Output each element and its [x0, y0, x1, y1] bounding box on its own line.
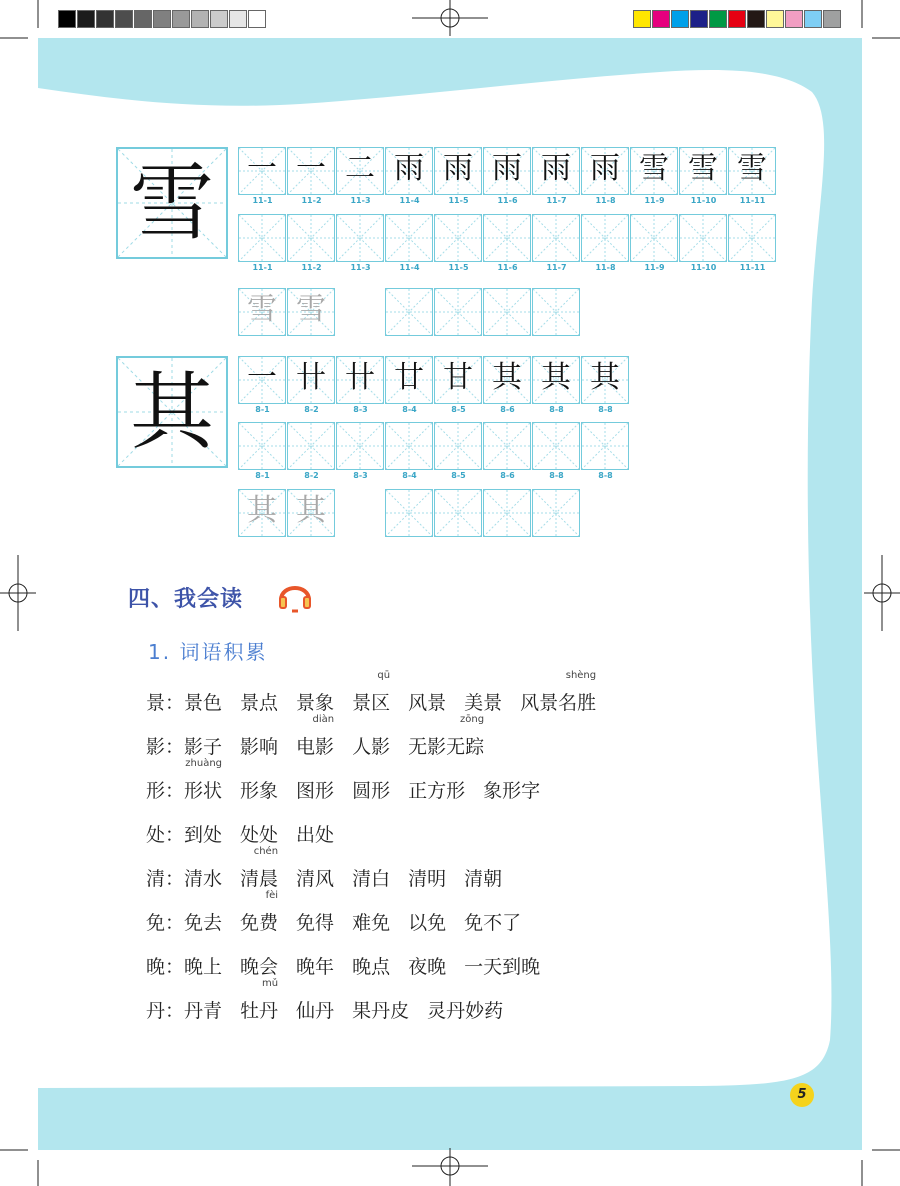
- cell-character: 其: [541, 360, 571, 395]
- stroke-step-label: 11-10: [690, 196, 717, 205]
- vocab-word: [240, 978, 279, 1023]
- practice-cell: [385, 422, 433, 470]
- stroke-cell: [336, 356, 384, 404]
- vocab-word: [464, 688, 502, 715]
- vocab-word: [520, 670, 597, 715]
- stroke-cell: [728, 147, 776, 195]
- vocab-word: [408, 776, 465, 803]
- color-swatch: [58, 10, 76, 28]
- vocab-word-text: 影子: [184, 736, 223, 758]
- trace-row-1: [238, 288, 336, 336]
- stroke-step-label: 8-3: [353, 405, 368, 414]
- vocab-line: [146, 890, 539, 938]
- cell-character: 雪: [688, 151, 718, 186]
- vocab-word: [240, 952, 278, 979]
- vocab-word: [184, 820, 222, 847]
- stroke-cell: [287, 288, 335, 336]
- practice-cell: [728, 214, 776, 262]
- vocab-line: [146, 758, 558, 806]
- cell-character: 一: [247, 360, 277, 395]
- color-swatch: [210, 10, 228, 28]
- vocab-word-text: 风景名胜: [520, 692, 597, 714]
- stroke-step-label: 11-10: [690, 263, 717, 272]
- vocab-word-text: 影响: [240, 736, 279, 758]
- pinyin-annotation: zhuàng: [185, 758, 223, 769]
- vocab-word: [184, 688, 222, 715]
- vocab-word-text: 电影: [296, 736, 335, 758]
- stroke-step-label: 8-8: [549, 405, 564, 414]
- stroke-cell: [385, 147, 433, 195]
- vocab-head-character: 晚：: [146, 956, 185, 978]
- vocab-word-text: 牡丹: [240, 1000, 279, 1022]
- vocab-word: [240, 846, 279, 891]
- practice-cell: [532, 214, 580, 262]
- stroke-step-label: 8-2: [304, 471, 319, 480]
- stroke-step-label: 11-4: [399, 196, 420, 205]
- vocab-word: [184, 908, 222, 935]
- vocab-word-text: 人影: [352, 736, 391, 758]
- color-swatch: [172, 10, 190, 28]
- cell-character: ⾬: [590, 151, 620, 186]
- stroke-labels-row-4: [238, 471, 630, 480]
- stroke-step-label: 8-4: [402, 405, 417, 414]
- vocab-word: [408, 908, 446, 935]
- vocab-word: [483, 776, 540, 803]
- model-character: 雪: [129, 154, 214, 252]
- practice-cell: [287, 214, 335, 262]
- stroke-step-label: 11-8: [595, 263, 616, 272]
- color-swatch: [804, 10, 822, 28]
- vocab-word: [464, 952, 540, 979]
- stroke-step-label: 11-1: [252, 263, 273, 272]
- color-swatch: [248, 10, 266, 28]
- free-practice-row-2: [385, 489, 581, 537]
- color-swatch: [96, 10, 114, 28]
- stroke-cell: [336, 147, 384, 195]
- vocab-word-text: 清水: [184, 868, 223, 890]
- stroke-step-label: 11-9: [644, 263, 665, 272]
- vocab-word: [240, 776, 278, 803]
- stroke-cell: [483, 147, 531, 195]
- trace-row-2: [238, 489, 336, 537]
- cell-character: 甘: [443, 360, 473, 395]
- stroke-step-label: 11-3: [350, 263, 371, 272]
- vocab-word: [464, 908, 521, 935]
- stroke-step-label: 8-8: [549, 471, 564, 480]
- stroke-cell: [287, 356, 335, 404]
- vocab-word: [296, 952, 334, 979]
- stroke-cell: [385, 356, 433, 404]
- vocab-word: [352, 670, 391, 715]
- pinyin-annotation: mǔ: [261, 978, 279, 989]
- stroke-step-label: 8-4: [402, 471, 417, 480]
- cell-character: 雪: [296, 292, 326, 327]
- cell-character: 廿: [394, 360, 424, 395]
- cell-character: ⾬: [443, 151, 473, 186]
- vocab-word-text: 夜晚: [408, 956, 447, 978]
- vocab-word-text: 无影无踪: [408, 736, 485, 758]
- stroke-step-label: 8-8: [598, 471, 613, 480]
- vocab-line: [146, 978, 521, 1026]
- vocab-word-text: 圆形: [352, 780, 391, 802]
- color-swatch: [766, 10, 784, 28]
- vocab-word: [408, 952, 446, 979]
- vocab-word-text: 晚年: [296, 956, 335, 978]
- cell-character: ⼀: [247, 151, 277, 186]
- stroke-cell: [238, 147, 286, 195]
- color-swatch: [134, 10, 152, 28]
- vocab-word-text: 风景: [408, 692, 447, 714]
- vocab-head-character: 影：: [146, 736, 185, 758]
- vocab-line: [146, 670, 614, 718]
- vocab-word: [184, 758, 223, 803]
- stroke-step-label: 8-1: [255, 405, 270, 414]
- subsection-title: 1. 词语积累: [148, 640, 268, 664]
- vocab-line: [146, 846, 520, 894]
- page-number: 5: [790, 1083, 814, 1107]
- vocab-head-character: 丹：: [146, 1000, 185, 1022]
- vocab-word-text: 以免: [408, 912, 447, 934]
- stroke-order-row-1: [238, 147, 777, 195]
- practice-cell: [532, 489, 580, 537]
- stroke-step-label: 11-9: [644, 196, 665, 205]
- stroke-step-label: 8-2: [304, 405, 319, 414]
- stroke-step-label: 11-6: [497, 196, 518, 205]
- stroke-step-label: 11-8: [595, 196, 616, 205]
- stroke-cell: [630, 147, 678, 195]
- vocab-word-text: 清朝: [464, 868, 503, 890]
- practice-cell: [434, 422, 482, 470]
- color-swatch: [747, 10, 765, 28]
- stroke-step-label: 11-1: [252, 196, 273, 205]
- stroke-cell: [287, 147, 335, 195]
- stroke-step-label: 11-7: [546, 263, 567, 272]
- practice-cell: [532, 288, 580, 336]
- stroke-step-label: 11-7: [546, 196, 567, 205]
- vocab-word-text: 免得: [296, 912, 335, 934]
- stroke-step-label: 11-11: [739, 196, 766, 205]
- practice-cell: [385, 288, 433, 336]
- color-swatch: [229, 10, 247, 28]
- stroke-step-label: 11-2: [301, 196, 322, 205]
- stroke-cell: [238, 489, 286, 537]
- vocab-word: [427, 996, 503, 1023]
- practice-cell: [483, 422, 531, 470]
- cell-character: ⾬: [492, 151, 522, 186]
- vocab-word: [184, 732, 222, 759]
- practice-row-2: [238, 422, 630, 470]
- pinyin-annotation: diàn: [312, 714, 335, 725]
- vocab-word: [464, 864, 502, 891]
- cell-character: 雪: [737, 151, 767, 186]
- practice-cell: [336, 214, 384, 262]
- vocab-word-text: 正方形: [408, 780, 466, 802]
- vocab-word-text: 形象: [240, 780, 279, 802]
- practice-cell: [238, 214, 286, 262]
- vocab-word: [296, 996, 334, 1023]
- color-swatch: [633, 10, 651, 28]
- stroke-step-label: 11-5: [448, 196, 469, 205]
- vocab-word: [352, 776, 390, 803]
- cell-character: ⾬: [541, 151, 571, 186]
- stroke-step-label: 8-6: [500, 405, 515, 414]
- headphones-icon[interactable]: [276, 576, 314, 614]
- stroke-order-row-2: [238, 356, 630, 404]
- vocab-word-text: 免去: [184, 912, 223, 934]
- pinyin-annotation: fèi: [265, 890, 279, 901]
- vocab-word: [240, 688, 278, 715]
- vocab-word-text: 美景: [464, 692, 503, 714]
- color-swatch: [823, 10, 841, 28]
- stroke-cell: [532, 356, 580, 404]
- vocab-word-text: 晚上: [184, 956, 223, 978]
- stroke-step-label: 8-6: [500, 471, 515, 480]
- vocab-word-text: 景象: [296, 692, 335, 714]
- stroke-step-label: 11-11: [739, 263, 766, 272]
- stroke-step-label: 8-1: [255, 471, 270, 480]
- stroke-labels-row-3: [238, 405, 630, 414]
- stroke-step-label: 11-6: [497, 263, 518, 272]
- vocab-word-text: 丹青: [184, 1000, 223, 1022]
- cell-character: 雪: [247, 292, 277, 327]
- stroke-step-label: 11-2: [301, 263, 322, 272]
- practice-cell: [385, 214, 433, 262]
- practice-row-1: [238, 214, 777, 262]
- vocab-word: [240, 732, 278, 759]
- cell-character: 其: [247, 493, 277, 528]
- vocab-word-text: 处处: [240, 824, 279, 846]
- color-swatch: [671, 10, 689, 28]
- stroke-cell: [238, 288, 286, 336]
- practice-cell: [532, 422, 580, 470]
- vocab-word: [408, 714, 485, 759]
- vocab-word-text: 仙丹: [296, 1000, 335, 1022]
- practice-cell: [434, 288, 482, 336]
- pinyin-annotation: zōng: [460, 714, 485, 725]
- vocab-word-text: 清晨: [240, 868, 279, 890]
- practice-cell: [679, 214, 727, 262]
- vocab-word-text: 清风: [296, 868, 335, 890]
- stroke-cell: [434, 147, 482, 195]
- cell-character: 其: [492, 360, 522, 395]
- cell-character: ⼀: [296, 151, 326, 186]
- practice-cell: [238, 422, 286, 470]
- vocab-head-character: 免：: [146, 912, 185, 934]
- practice-cell: [581, 422, 629, 470]
- vocab-line: [146, 820, 352, 850]
- color-swatch: [77, 10, 95, 28]
- practice-cell: [483, 288, 531, 336]
- vocab-word-text: 晚会: [240, 956, 279, 978]
- vocab-word-text: 免不了: [464, 912, 522, 934]
- stroke-step-label: 8-8: [598, 405, 613, 414]
- stroke-step-label: 8-5: [451, 471, 466, 480]
- model-character-cell-2: [116, 356, 228, 468]
- practice-cell: [434, 489, 482, 537]
- color-swatch: [690, 10, 708, 28]
- stroke-cell: [238, 356, 286, 404]
- vocab-word-text: 清明: [408, 868, 447, 890]
- cell-character: ⾬: [394, 151, 424, 186]
- practice-cell: [287, 422, 335, 470]
- vocab-word: [296, 714, 335, 759]
- cell-character: 其: [296, 493, 326, 528]
- vocab-word-text: 难免: [352, 912, 391, 934]
- vocab-head-character: 景：: [146, 692, 185, 714]
- stroke-labels-row-1: [238, 196, 777, 205]
- practice-cell: [581, 214, 629, 262]
- printer-color-bar-gray: [58, 10, 267, 28]
- vocab-word: [240, 890, 279, 935]
- vocab-word: [296, 776, 334, 803]
- vocab-word: [184, 952, 222, 979]
- stroke-cell: [483, 356, 531, 404]
- vocab-word: [408, 864, 446, 891]
- stroke-cell: [532, 147, 580, 195]
- vocab-word-text: 晚点: [352, 956, 391, 978]
- stroke-step-label: 11-4: [399, 263, 420, 272]
- stroke-cell: [581, 356, 629, 404]
- practice-cell: [483, 214, 531, 262]
- vocab-word-text: 果丹皮: [352, 1000, 410, 1022]
- vocab-line: [146, 952, 558, 982]
- vocab-head-character: 清：: [146, 868, 185, 890]
- vocab-word: [352, 952, 390, 979]
- vocab-word: [352, 908, 390, 935]
- cell-character: ⼆: [345, 151, 375, 186]
- stroke-step-label: 8-5: [451, 405, 466, 414]
- stroke-cell: [679, 147, 727, 195]
- model-character-cell-1: [116, 147, 228, 259]
- vocab-word-text: 图形: [296, 780, 335, 802]
- vocab-word: [352, 732, 390, 759]
- vocab-word-text: 象形字: [483, 780, 541, 802]
- vocab-word: [240, 820, 278, 847]
- vocab-word-text: 景色: [184, 692, 223, 714]
- practice-cell: [336, 422, 384, 470]
- color-swatch: [153, 10, 171, 28]
- stroke-cell: [434, 356, 482, 404]
- color-swatch: [709, 10, 727, 28]
- vocab-word: [352, 864, 390, 891]
- vocab-word: [408, 688, 446, 715]
- vocab-head-character: 处：: [146, 824, 185, 846]
- color-swatch: [191, 10, 209, 28]
- pinyin-annotation: shèng: [565, 670, 597, 681]
- section-title: 四、我会读: [128, 587, 244, 612]
- vocab-word-text: 清白: [352, 868, 391, 890]
- vocab-word-text: 一天到晚: [464, 956, 541, 978]
- vocab-word-text: 出处: [296, 824, 335, 846]
- color-swatch: [785, 10, 803, 28]
- cell-character: 其: [590, 360, 620, 395]
- color-swatch: [115, 10, 133, 28]
- practice-cell: [385, 489, 433, 537]
- vocab-word: [296, 864, 334, 891]
- pinyin-annotation: qū: [377, 670, 391, 681]
- cell-character: 卄: [296, 360, 326, 395]
- practice-cell: [483, 489, 531, 537]
- stroke-step-label: 11-3: [350, 196, 371, 205]
- vocab-word-text: 景区: [352, 692, 391, 714]
- vocab-word-text: 灵丹妙药: [427, 1000, 504, 1022]
- vocab-head-character: 形：: [146, 780, 185, 802]
- vocab-word-text: 到处: [184, 824, 223, 846]
- vocab-word: [296, 688, 334, 715]
- cell-character: 卄: [345, 360, 375, 395]
- free-practice-row-1: [385, 288, 581, 336]
- practice-cell: [630, 214, 678, 262]
- model-character: 其: [129, 363, 214, 461]
- stroke-labels-row-2: [238, 263, 777, 272]
- vocab-word: [296, 820, 334, 847]
- color-swatch: [652, 10, 670, 28]
- cell-character: 雪: [639, 151, 669, 186]
- vocab-word-text: 免费: [240, 912, 279, 934]
- pinyin-annotation: chén: [253, 846, 279, 857]
- stroke-cell: [287, 489, 335, 537]
- stroke-cell: [581, 147, 629, 195]
- stroke-step-label: 11-5: [448, 263, 469, 272]
- vocab-word: [184, 996, 222, 1023]
- color-swatch: [728, 10, 746, 28]
- vocab-word-text: 形状: [184, 780, 223, 802]
- vocab-word-text: 景点: [240, 692, 279, 714]
- vocab-word: [184, 864, 222, 891]
- practice-cell: [434, 214, 482, 262]
- printer-color-bar-cmyk: [633, 10, 842, 28]
- stroke-step-label: 8-3: [353, 471, 368, 480]
- vocab-word: [296, 908, 334, 935]
- vocab-word: [352, 996, 409, 1023]
